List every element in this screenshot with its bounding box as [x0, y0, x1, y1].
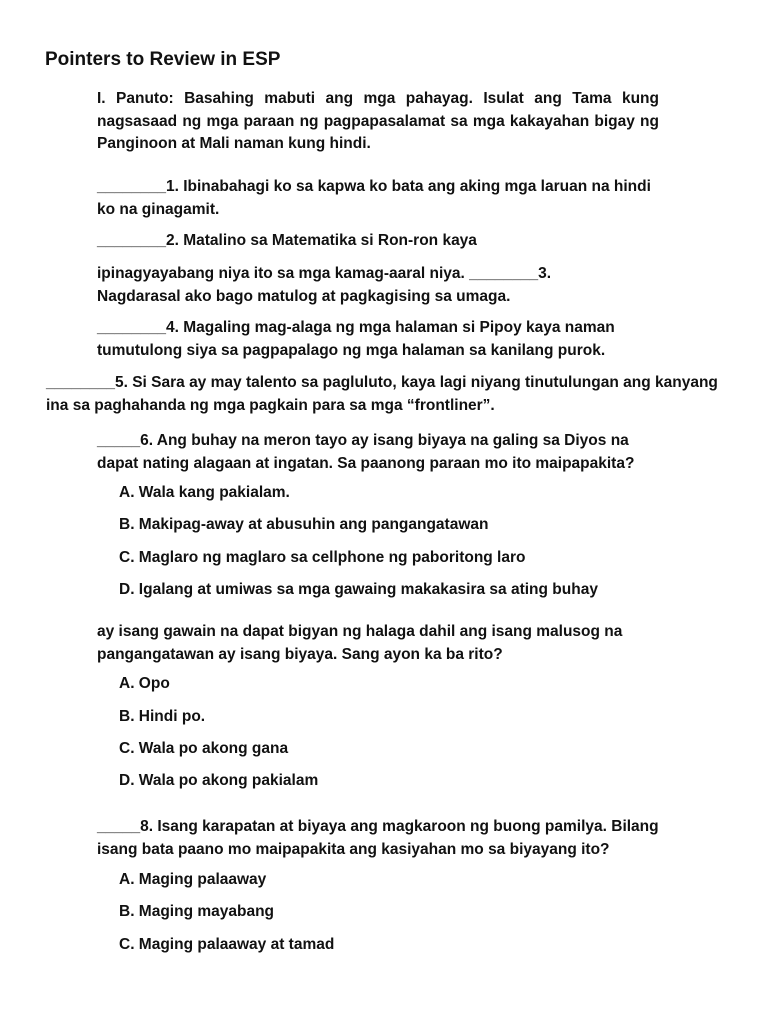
question-2-3	[97, 263, 551, 308]
question-8	[97, 816, 659, 861]
instructions-line-3: Panginoon at Mali naman kung hindi.	[97, 135, 371, 152]
question-6	[97, 430, 634, 475]
question-6-option-b: B. Makipag-away at abusuhin ang pangangatawan	[119, 516, 489, 533]
question-2-line-2: ipinagyayabang niya ito sa mga kamag-aaral niya. ________3.	[97, 265, 552, 282]
question-1-line-1: ________1. Ibinabahagi ko sa kapwa ko bata ang aking mga laruan na hindi	[97, 178, 651, 195]
question-1-line-2: ko na ginagamit.	[97, 200, 220, 218]
question-5	[46, 372, 718, 417]
question-6-line-2: dapat nating alagaan at ingatan. Sa paanong paraan mo ito maipapakita?	[97, 454, 635, 472]
question-4-line-2: tumutulong siya sa pagpapalago ng mga halaman sa kanilang purok.	[97, 341, 606, 359]
question-6-line-1: _____6. Ang buhay na meron tayo ay isang biyaya na galing sa Diyos na	[97, 432, 629, 449]
question-7	[97, 621, 622, 666]
instructions	[97, 88, 659, 156]
question-2-line-1: ________2. Matalino sa Matematika si Ron-ron kaya	[97, 232, 477, 249]
question-6-option-c: C. Maglaro ng maglaro sa cellphone ng paboritong laro	[119, 549, 526, 566]
question-7-option-c: C. Wala po akong gana	[119, 740, 289, 757]
question-8-line-1: _____8. Isang karapatan at biyaya ang magkaroon ng buong pamilya. Bilang	[97, 818, 659, 835]
page-title: Pointers to Review in ESP	[45, 49, 281, 70]
question-7-option-a: A. Opo	[119, 675, 170, 692]
question-8-option-c: C. Maging palaaway at tamad	[119, 936, 335, 953]
question-8-option-a: A. Maging palaaway	[119, 871, 267, 888]
question-8-line-2: isang bata paano mo maipapakita ang kasiyahan mo sa biyayang ito?	[97, 840, 610, 858]
question-7-option-d: D. Wala po akong pakialam	[119, 772, 319, 789]
question-6-option-a: A. Wala kang pakialam.	[119, 484, 290, 501]
question-2	[97, 230, 477, 253]
question-6-option-d: D. Igalang at umiwas sa mga gawaing makakasira sa ating buhay	[119, 581, 598, 598]
instructions-line-2: nagsasaad ng mga paraan ng pagpapasalamat sa mga kakayahan bigay ng	[97, 112, 659, 130]
question-3-line: Nagdarasal ako bago matulog at pagkagising sa umaga.	[97, 287, 511, 305]
question-5-line-2: ina sa paghahanda ng mga pagkain para sa mga “frontliner”.	[46, 396, 495, 414]
question-8-option-b: B. Maging mayabang	[119, 903, 275, 920]
question-7-option-b: B. Hindi po.	[119, 708, 206, 725]
instructions-line-1: I. Panuto: Basahing mabuti ang mga pahayag. Isulat ang Tama kung	[97, 90, 659, 107]
question-4	[97, 317, 615, 362]
question-5-line-1: ________5. Si Sara ay may talento sa pagluluto, kaya lagi niyang tinutulungan ang kanyang	[46, 374, 718, 391]
question-1	[97, 176, 651, 221]
question-7-line-2: pangangatawan ay isang biyaya. Sang ayon ka ba rito?	[97, 645, 503, 663]
question-7-line-1: ay isang gawain na dapat bigyan ng halaga dahil ang isang malusog na	[97, 623, 623, 640]
question-4-line-1: ________4. Magaling mag-alaga ng mga halaman si Pipoy kaya naman	[97, 319, 615, 336]
